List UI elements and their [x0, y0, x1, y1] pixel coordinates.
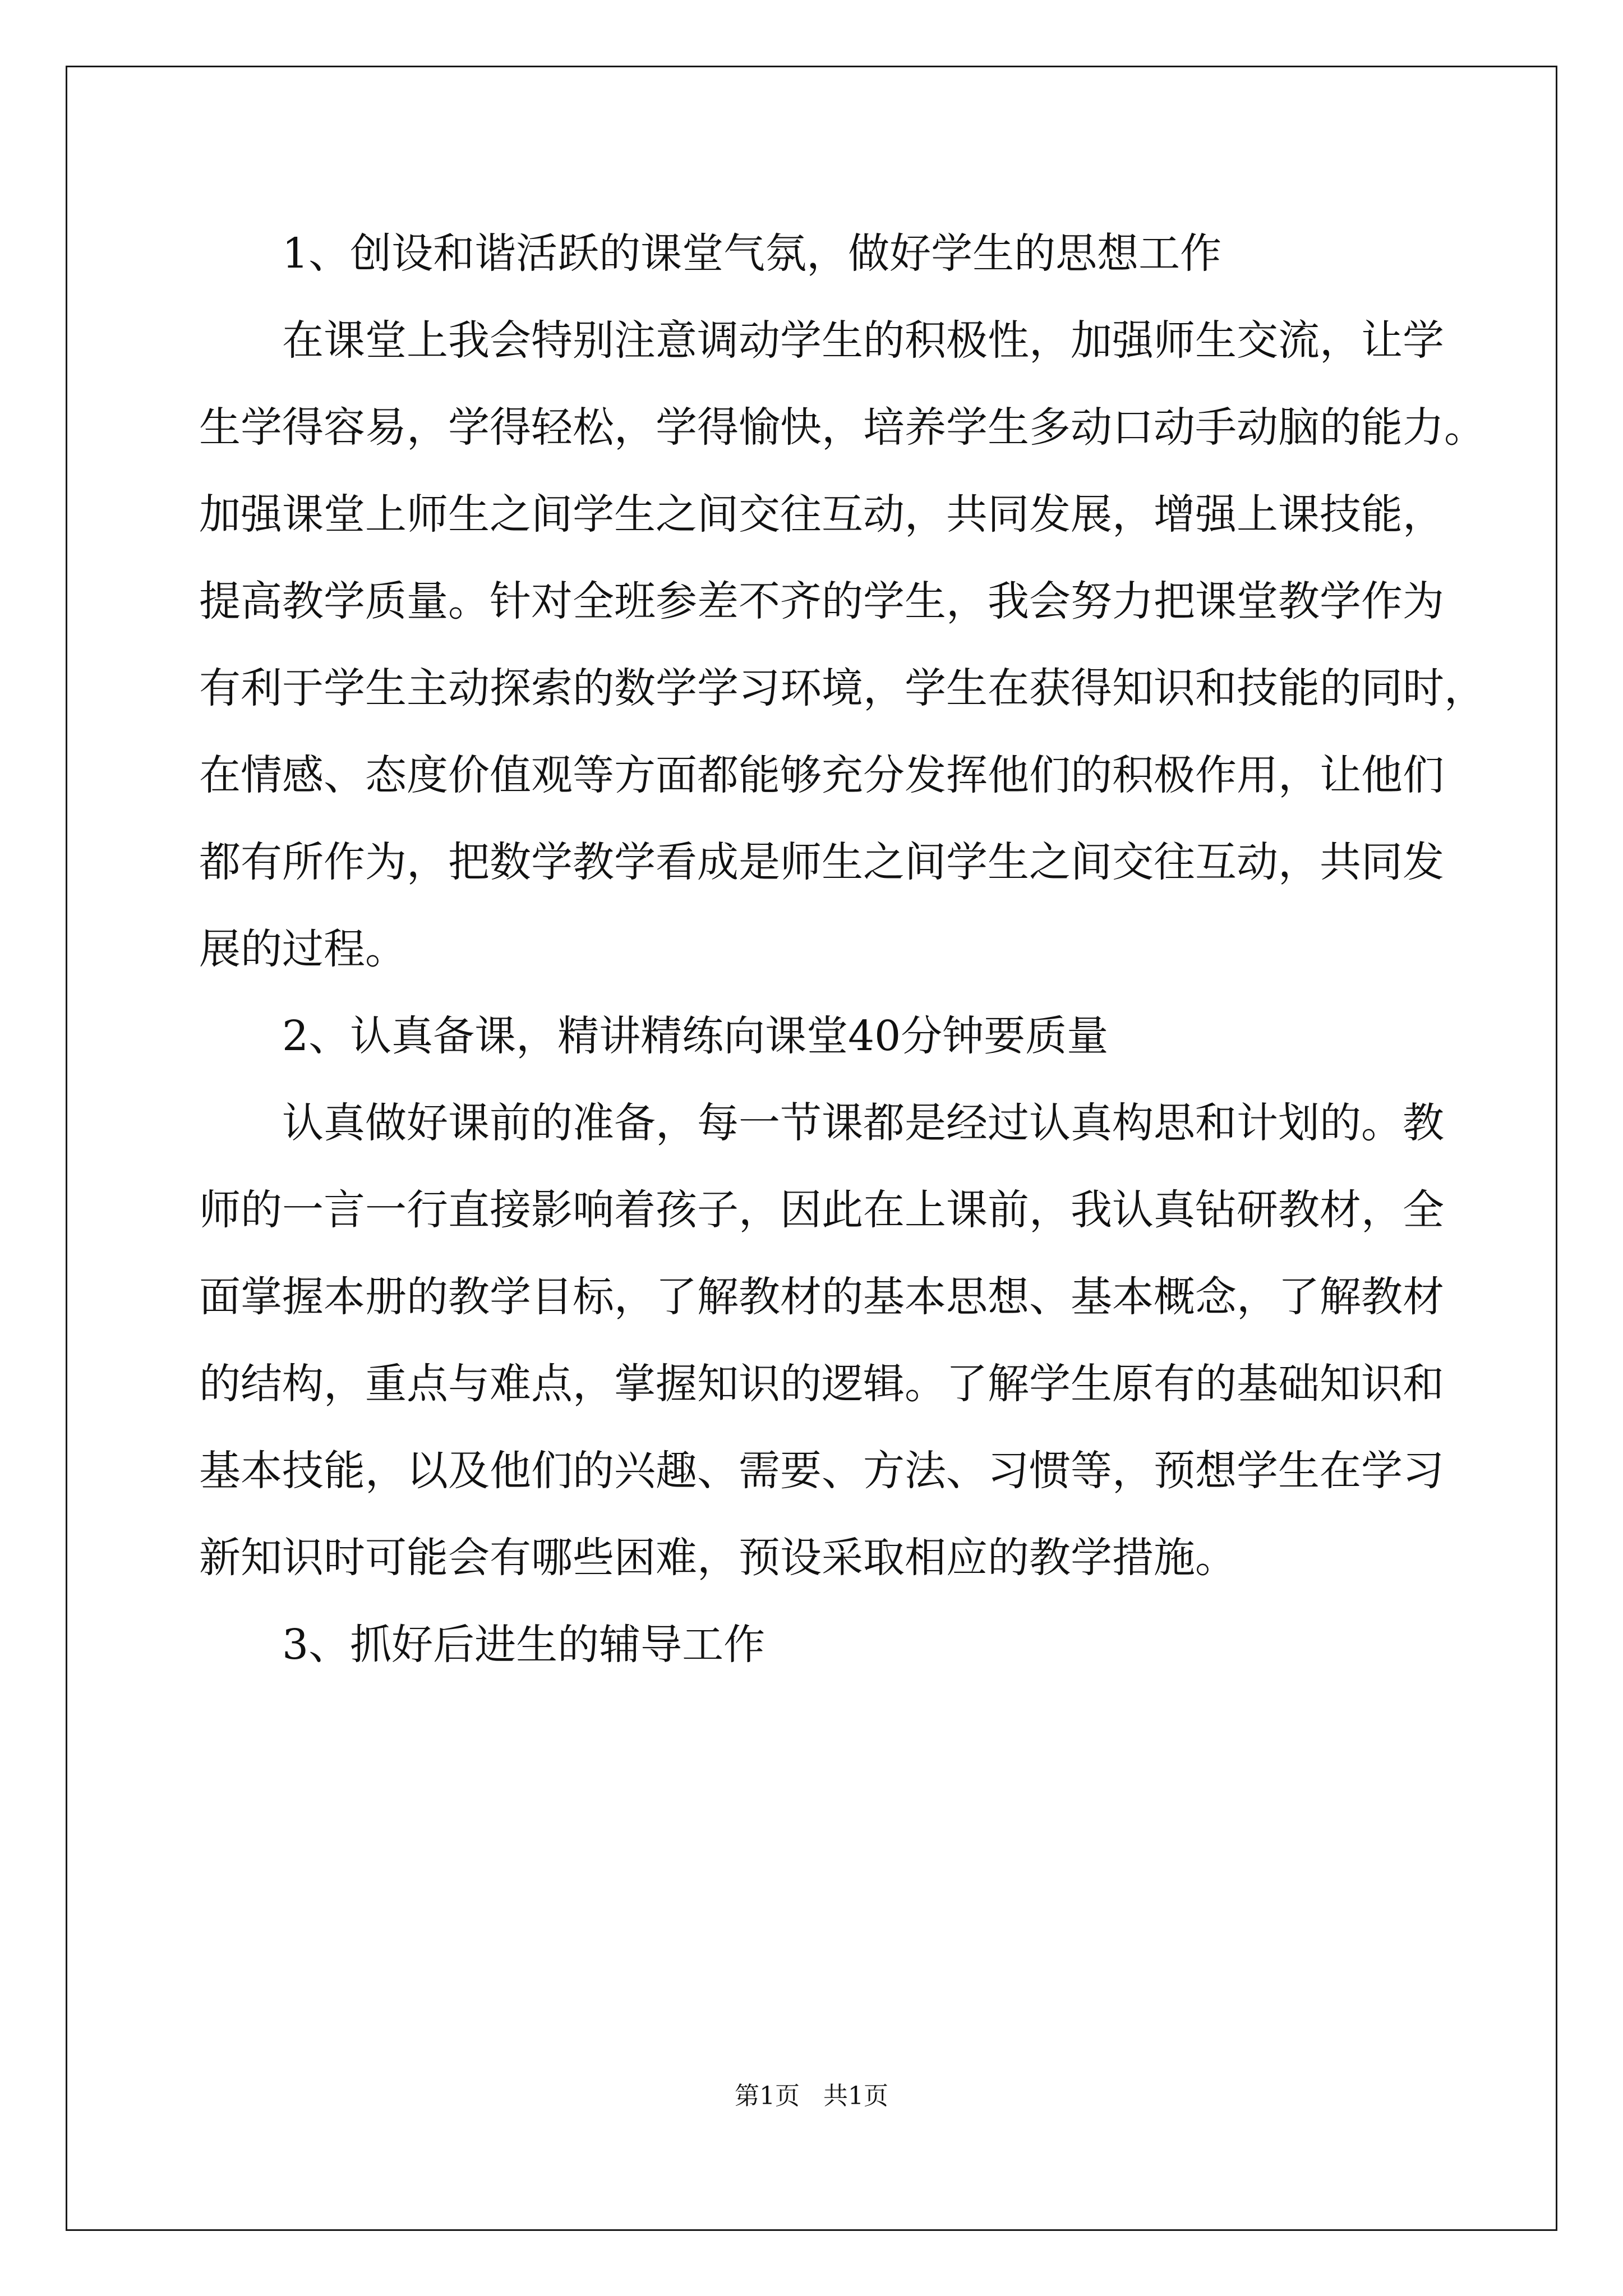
paragraph-line: 师的一言一行直接影响着孩子，因此在上课前，我认真钻研教材，全 — [199, 1186, 1444, 1234]
paragraph-line: 加强课堂上师生之间学生之间交往互动，共同发展，增强上课技能， — [199, 490, 1444, 539]
paragraph-line: 展的过程。 — [199, 925, 407, 973]
paragraph-line: 的结构，重点与难点，掌握知识的逻辑。了解学生原有的基础知识和 — [199, 1360, 1444, 1408]
paragraph-line: 在课堂上我会特别注意调动学生的积极性，加强师生交流，让学 — [282, 316, 1444, 365]
paragraph-line: 有利于学生主动探索的数学学习环境，学生在获得知识和技能的同时， — [199, 664, 1486, 712]
paragraph-line: 都有所作为，把数学教学看成是师生之间学生之间交往互动，共同发 — [199, 838, 1444, 886]
heading-1: 1、创设和谐活跃的课堂气氛，做好学生的思想工作 — [282, 229, 1222, 278]
heading-2: 2、认真备课，精讲精练向课堂40分钟要质量 — [282, 1012, 1109, 1060]
document-body — [199, 210, 1486, 1688]
paragraph-line: 基本技能，以及他们的兴趣、需要、方法、习惯等，预想学生在学习 — [199, 1447, 1444, 1495]
heading-3: 3、抓好后进生的辅导工作 — [282, 1621, 766, 1669]
page-number: 第1页 共1页 — [735, 2082, 888, 2110]
paragraph-line: 提高教学质量。针对全班参差不齐的学生，我会努力把课堂教学作为 — [199, 577, 1444, 625]
page-footer — [0, 2076, 1623, 2111]
paragraph-line: 面掌握本册的教学目标，了解教材的基本思想、基本概念，了解教材 — [199, 1273, 1444, 1321]
paragraph-line: 新知识时可能会有哪些困难，预设采取相应的教学措施。 — [199, 1534, 1237, 1582]
paragraph-line: 生学得容易，学得轻松，学得愉快，培养学生多动口动手动脑的能力。 — [199, 403, 1486, 452]
paragraph-line: 认真做好课前的准备，每一节课都是经过认真构思和计划的。教 — [282, 1099, 1444, 1147]
paragraph-line: 在情感、态度价值观等方面都能够充分发挥他们的积极作用，让他们 — [199, 751, 1444, 799]
